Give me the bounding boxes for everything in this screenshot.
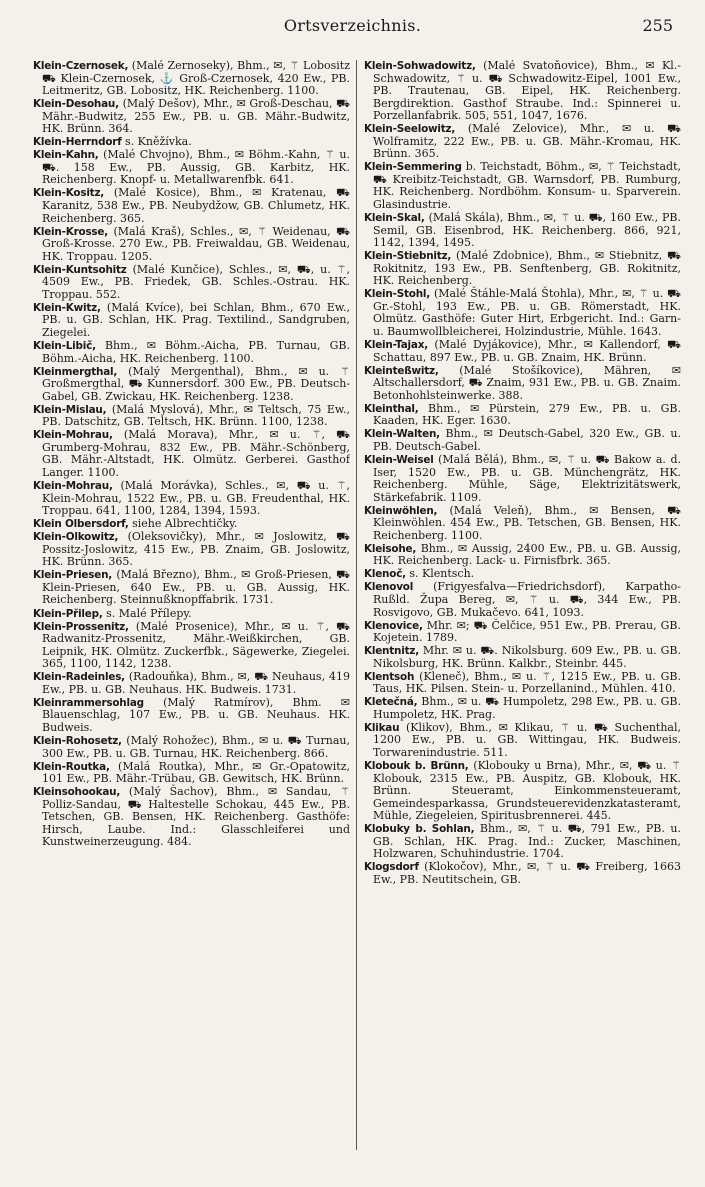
entry-headword: Kleinteßwitz, — [364, 364, 439, 377]
page-title: Ortsverzeichnis. — [283, 16, 422, 35]
gazetteer-entry — [364, 760, 681, 823]
gazetteer-entry — [33, 518, 350, 531]
gazetteer-entry — [364, 454, 681, 504]
gazetteer-entry — [33, 226, 350, 264]
gazetteer-entry — [364, 505, 681, 543]
entry-headword: Klein-Libič, — [33, 340, 96, 353]
entry-headword: Klobuky b. Sohlan, — [364, 823, 475, 836]
entry-text: (Malé Chvojno), Bhm., ✉ Böhm.-Kahn, ⚚ u. ⛟. 158 Ew., PB. Aussig, GB. Karbitz, HK. Reichenberg. Knopf- u. Metallwarenfbk. 641. — [42, 148, 350, 187]
entry-text: (Malý Šachov), Bhm., ✉ Sandau, ⚚ Polliz-Sandau, ⛟ Haltestelle Schokau, 445 Ew., PB. Tetschen, GB. Bensen, HK. Reichenberg. Gasthöfe: Hirsch, Laube. Ind.: Glasschleiferei und Kunstweinerzeugung. 484. — [42, 785, 350, 849]
entry-headword: Klein-Prossenitz, — [33, 620, 129, 633]
gazetteer-entry — [364, 288, 681, 338]
entry-headword: Klein-Herrndorf — [33, 136, 122, 149]
entry-text: (Malá Kraš), Schles., ✉, ⚚ Weidenau, ⛟ Groß-Krosse. 270 Ew., PB. Freiwaldau, GB. Weidenau, HK. Troppau. 1205. — [42, 224, 350, 263]
entry-text: (Malé Kosice), Bhm., ✉ Kratenau, ⛟ Karanitz, 538 Ew., PB. Neubydžow, GB. Chlumetz, HK. Reichenberg. 365. — [42, 186, 350, 225]
entry-headword: Klobouk b. Brünn, — [364, 760, 469, 773]
gazetteer-entry — [33, 429, 350, 479]
entry-text: (Malý Mergenthal), Bhm., ✉ u. ⚚ Großmergthal, ⛟ Kunnersdorf. 300 Ew., PB. Deutsch-Gabel, GB. Zwickau, HK. Reichenberg. 1238. — [42, 364, 350, 403]
entry-text: Bhm., ✉ Aussig, 2400 Ew., PB. u. GB. Aussig, HK. Reichenberg. Lack- u. Firnisfbrk. 365. — [373, 541, 681, 568]
entry-text: (Klikov), Bhm., ✉ Klikau, ⚚ u. ⛟ Suchenthal, 1200 Ew., PB. u. GB. Wittingau, HK. Budweis. Torwarenindustrie. 511. — [373, 720, 681, 760]
entry-headword: Klein-Kositz, — [33, 187, 105, 200]
gazetteer-entry — [364, 645, 681, 670]
gazetteer-entry — [364, 543, 681, 568]
entry-text: (Malý Ratmírov), Bhm. ✉ Blauenschlag, 107 Ew., PB. u. GB. Neuhaus. HK. Budweis. — [42, 695, 350, 734]
entry-text: (Malý Rohožec), Bhm., ✉ u. ⛟ Turnau, 300 Ew., PB. u. GB. Turnau, HK. Reichenberg. 866. — [42, 733, 350, 760]
entry-headword: Klein-Skal, — [364, 212, 425, 225]
entry-headword: Klein-Semmering — [364, 161, 462, 174]
entry-text: (Malá Březno), Bhm., ✉ Groß-Priesen, ⛟ Klein-Priesen, 640 Ew., PB. u. GB. Aussig, HK. Reichenberg. Steinnußknopffabrik. 1731. — [42, 568, 350, 607]
entry-text: (Klobouky u Brna), Mhr., ✉, ⛟ u. ⚚ Klobouk, 2315 Ew., PB. Auspitz, GB. Klobouk, HK. Brünn. Steueramt, Einkommensteueramt, Gemeindesparkassa, Grundsteuerevidenzkatasteramt, Mühle, Ziegeleien, Spiritusbrennerei. 445. — [373, 759, 681, 823]
entry-headword: Klein-Kuntsohitz — [33, 263, 127, 276]
gazetteer-entry — [364, 428, 681, 453]
entry-headword: Kleinmergthal, — [33, 365, 118, 378]
gazetteer-entry — [33, 761, 350, 786]
gazetteer-entry — [33, 671, 350, 696]
entry-text: (Malé Žernoseky), Bhm., ✉, ⚚ Lobositz ⛟ Klein-Czernosek, ⚓ Groß-Czernosek, 420 Ew., PB. Leitmeritz, GB. Lobositz, HK. Reichenberg. 1100. — [42, 60, 350, 98]
left-column — [33, 60, 350, 1160]
entry-text: (Radouňka), Bhm., ✉, ⛟ Neuhaus, 419 Ew., PB. u. GB. Neuhaus. HK. Budweis. 1731. — [42, 670, 350, 696]
entry-headword: Klentnitz, — [364, 645, 419, 658]
entry-text: (Malá Myslová), Mhr., ✉ Teltsch, 75 Ew., PB. Datschitz, GB. Teltsch, HK. Brünn. 1100, 1238. — [42, 402, 350, 429]
column-divider — [356, 60, 357, 1150]
entry-headword: Klein-Priesen, — [33, 569, 113, 582]
entry-headword: Klenovice, — [364, 619, 423, 632]
gazetteer-entry — [364, 568, 681, 581]
gazetteer-entry — [33, 608, 350, 621]
gazetteer-entry — [364, 671, 681, 696]
entry-headword: Klein Olbersdorf, — [33, 518, 129, 531]
entry-text: Bhm., ✉ Böhm.-Aicha, PB. Turnau, GB. Böhm.-Aicha, HK. Reichenberg. 1100. — [42, 339, 350, 365]
gazetteer-entry — [33, 366, 350, 404]
entry-text: (Malé Prosenice), Mhr., ✉ u. ⚚, ⛟ Radwanitz-Prossenitz, Mähr.-Weißkirchen, GB. Leipnik, HK. Olmütz. Zuckerfbk., Sägewerke, Ziegelei. 365, 1100, 1142, 1238. — [42, 619, 350, 671]
gazetteer-entry — [364, 161, 681, 211]
entry-headword: Klein-Přilep, — [33, 607, 103, 620]
entry-text: (Malá Morávka), Schles., ✉, ⛟ u. ⚚, Klein-Mohrau, 1522 Ew., PB. u. GB. Freudenthal, HK. Troppau. 641, 1100, 1284, 1394, 1593. — [42, 479, 350, 518]
gazetteer-entry — [364, 250, 681, 288]
entry-text: Mhr. ✉; ⛟ Čelčice, 951 Ew., PB. Prerau, GB. Kojetein. 1789. — [373, 618, 681, 645]
gazetteer-entry — [364, 365, 681, 403]
entry-text: Bhm., ✉ Deutsch-Gabel, 320 Ew., GB. u. PB. Deutsch-Gabel. — [373, 427, 681, 453]
entry-text: (Malé Dyjákovice), Mhr., ✉ Kallendorf, ⛟ Schattau, 897 Ew., PB. u. GB. Znaim, HK. Brünn. — [373, 338, 681, 364]
entry-headword: Klentsoh — [364, 670, 415, 683]
entry-headword: Klenoč, — [364, 568, 406, 581]
entry-text: (Kleneč), Bhm., ✉ u. ⚚, 1215 Ew., PB. u. GB. Taus, HK. Pilsen. Stein- u. Porzellanind., Mühlen. 410. — [373, 669, 681, 696]
entry-text: Mhr. ✉ u. ⛟. Nikolsburg. 609 Ew., PB. u. GB. Nikolsburg, HK. Brünn. Kalkbr., Steinbr. 445. — [373, 644, 681, 670]
entry-text: (Klokočov), Mhr., ✉, ⚚ u. ⛟ Freiberg, 1663 Ew., PB. Neutitschein, GB. — [373, 860, 681, 886]
entry-headword: Klein-Rohosetz, — [33, 734, 122, 747]
gazetteer-entry — [364, 339, 681, 364]
entry-headword: Klein-Weisel — [364, 453, 434, 466]
gazetteer-entry — [364, 722, 681, 760]
gazetteer-entry — [364, 581, 681, 619]
gazetteer-entry — [33, 136, 350, 149]
entry-text: s. Kněžívka. — [121, 135, 192, 149]
gazetteer-entry — [33, 149, 350, 187]
entry-headword: Klenovol — [364, 581, 414, 594]
gazetteer-entry — [33, 697, 350, 735]
gazetteer-entry — [364, 212, 681, 250]
gazetteer-entry — [364, 60, 681, 123]
gazetteer-entry — [33, 264, 350, 302]
entry-headword: Klein-Mohrau, — [33, 480, 113, 493]
entry-headword: Kleinwöhlen, — [364, 504, 438, 517]
gazetteer-entry — [364, 123, 681, 161]
gazetteer-entry — [364, 620, 681, 645]
entry-headword: Klein-Desohau, — [33, 98, 119, 111]
entry-text: (Frigyesfalva—Friedrichsdorf), Karpatho-Rußld. Župa Bereg, ✉, ⚚ u. ⛟, 344 Ew., PB. Rosvigovo, GB. Mukačevo. 641, 1093. — [373, 580, 681, 619]
entry-headword: Klein-Kwitz, — [33, 301, 101, 314]
entry-headword: Klein-Radeinles, — [33, 671, 125, 684]
entry-headword: Kleisohe, — [364, 542, 417, 555]
entry-text: b. Teichstadt, Böhm., ✉, ⚚ Teichstadt, ⛟ Kreibitz-Teichstadt, GB. Warnsdorf, PB. Rumburg, HK. Reichenberg. Nordböhm. Konsum- u. Sparverein. Glasindustrie. — [373, 160, 681, 212]
entry-text: (Malé Štáhle-Malá Štohla), Mhr., ✉, ⚚ u. ⛟ Gr.-Stohl, 193 Ew., PB. u. GB. Römerstadt, HK. Olmütz. Gasthöfe: Guter Hirt, Erbgericht. Ind.: Garn- u. Baumwollbleicherei, Holzindustrie, Mühle. 1643. — [373, 287, 681, 338]
gazetteer-entry — [33, 786, 350, 849]
entry-headword: Kleinthal, — [364, 402, 419, 415]
gazetteer-entry — [33, 302, 350, 340]
gazetteer-entry — [33, 480, 350, 518]
entry-headword: Klein-Sohwadowitz, — [364, 60, 476, 72]
gazetteer-entry — [33, 621, 350, 671]
entry-text: (Malá Morava), Mhr., ✉ u. ⚚, ⛟ Grumberg-Mohrau, 832 Ew., PB. Mähr.-Schönberg, GB. Mähr.-Altstadt, HK. Olmütz. Gerberei. Gasthof Langer. 1100. — [42, 428, 350, 479]
entry-text: (Malá Kvíce), bei Schlan, Bhm., 670 Ew., PB. u. GB. Schlan, HK. Prag. Textilind., Sandgruben, Ziegelei. — [42, 300, 350, 339]
gazetteer-entry — [364, 696, 681, 721]
gazetteer-entry — [33, 531, 350, 569]
entry-text: (Malá Bělá), Bhm., ✉, ⚚ u. ⛟ Bakow a. d. Iser, 1520 Ew., PB. u. GB. Münchengrätz, HK. Reichenberg. Mühle, Säge, Elektrizitätswerk, Stärkefabrik. 1109. — [373, 452, 681, 504]
entry-headword: Kleinsohookau, — [33, 786, 121, 799]
entry-headword: Kleinrammersohlag — [33, 696, 144, 709]
gazetteer-entry — [33, 404, 350, 429]
entry-text: (Oleksovičky), Mhr., ✉ Joslowitz, ⛟ Possitz-Joslowitz, 415 Ew., PB. Znaim, GB. Joslowitz, HK. Brünn. 365. — [42, 530, 350, 569]
entry-headword: Klein-Olkowitz, — [33, 531, 119, 544]
entry-text: (Malá Skála), Bhm., ✉, ⚚ u. ⛟, 160 Ew., PB. Semil, GB. Eisenbrod, HK. Reichenberg. 866, 921, 1142, 1394, 1495. — [373, 211, 681, 250]
gazetteer-entry — [364, 403, 681, 428]
entry-text: (Malé Zdobnice), Bhm., ✉ Stiebnitz, ⛟ Rokitnitz, 193 Ew., PB. Senftenberg, GB. Rokitnitz, HK. Reichenberg. — [373, 249, 681, 288]
right-column — [364, 60, 681, 1160]
page-number: 255 — [642, 16, 673, 35]
entry-headword: Klein-Mohrau, — [33, 429, 113, 442]
gazetteer-entry — [33, 735, 350, 760]
entry-headword: Klein-Seelowitz, — [364, 123, 456, 136]
entry-headword: Klikau — [364, 721, 400, 734]
entry-text: Bhm., ✉, ⚚ u. ⛟, 791 Ew., PB. u. GB. Schlan, HK. Prag. Ind.: Zucker, Maschinen, Holzwaren, Schuhindustrie. 1704. — [373, 822, 681, 861]
entry-headword: Klein-Stiebnitz, — [364, 250, 452, 263]
page-header — [0, 16, 705, 42]
gazetteer-entry — [33, 569, 350, 607]
gazetteer-entry — [33, 98, 350, 136]
gazetteer-entry — [33, 60, 350, 98]
entry-text: Bhm., ✉ u. ⛟ Humpoletz, 298 Ew., PB. u. GB. Humpoletz, HK. Prag. — [373, 695, 681, 721]
entry-text: siehe Albrechtičky. — [128, 517, 238, 531]
entry-text: (Malé Kunčice), Schles., ✉, ⛟, u. ⚚, 4509 Ew., PB. Friedek, GB. Schles.-Ostrau. HK. Troppau. 552. — [42, 262, 350, 301]
entry-headword: Klein-Czernosek, — [33, 60, 129, 72]
entry-headword: Klein-Routka, — [33, 760, 110, 773]
entry-text: (Malé Zelovice), Mhr., ✉ u. ⛟ Wolframitz, 222 Ew., PB. u. GB. Mähr.-Kromau, HK. Brünn. 365. — [373, 122, 681, 161]
entry-headword: Klein-Tajax, — [364, 339, 428, 352]
gazetteer-entry — [364, 861, 681, 886]
entry-headword: Klein-Stohl, — [364, 288, 431, 301]
entry-headword: Kletečná, — [364, 696, 418, 709]
entry-text: (Malá Routka), Mhr., ✉ Gr.-Opatowitz, 101 Ew., PB. Mähr.-Trübau, GB. Gewitsch, HK. Brünn. — [42, 759, 350, 786]
entry-text: s. Klentsch. — [405, 567, 475, 581]
gazetteer-entry — [33, 340, 350, 365]
entry-text: (Malé Stošíkovice), Mähren, ✉ Altschallersdorf, ⛟ Znaim, 931 Ew., PB. u. GB. Znaim. Betonhohlsteinwerke. 388. — [373, 363, 681, 402]
entry-text: (Malé Svatoňovice), Bhm., ✉ Kl.-Schwadowitz, ⚚ u. ⛟ Schwadowitz-Eipel, 1001 Ew., PB. Trautenau, GB. Eipel, HK. Reichenberg. Bergdirektion. Gasthof Straube. Ind.: Spinnerei u. Porzellanfabrik. 505, 551, 1047, 1676. — [373, 60, 681, 123]
gazetteer-entry — [364, 823, 681, 861]
gazetteer-entry — [33, 187, 350, 225]
entry-headword: Klein-Kahn, — [33, 149, 99, 162]
entry-headword: Klogsdorf — [364, 861, 419, 874]
entry-text: s. Malé Přílepy. — [102, 606, 192, 620]
entry-headword: Klein-Mislau, — [33, 403, 107, 416]
entry-text: (Malá Veleň), Bhm., ✉ Bensen, ⛟ Kleinwöhlen. 454 Ew., PB. Tetschen, GB. Bensen, HK. Reichenberg. 1100. — [373, 503, 681, 542]
entry-text: Bhm., ✉ Pürstein, 279 Ew., PB. u. GB. Kaaden, HK. Eger. 1630. — [373, 401, 681, 428]
entry-text: (Malý Dešov), Mhr., ✉ Groß-Deschau, ⛟ Mähr.-Budwitz, 255 Ew., PB. u. GB. Mähr.-Budwitz, HK. Brünn. 364. — [42, 97, 350, 136]
entry-headword: Klein-Krosse, — [33, 225, 109, 238]
entry-headword: Klein-Walten, — [364, 428, 440, 441]
